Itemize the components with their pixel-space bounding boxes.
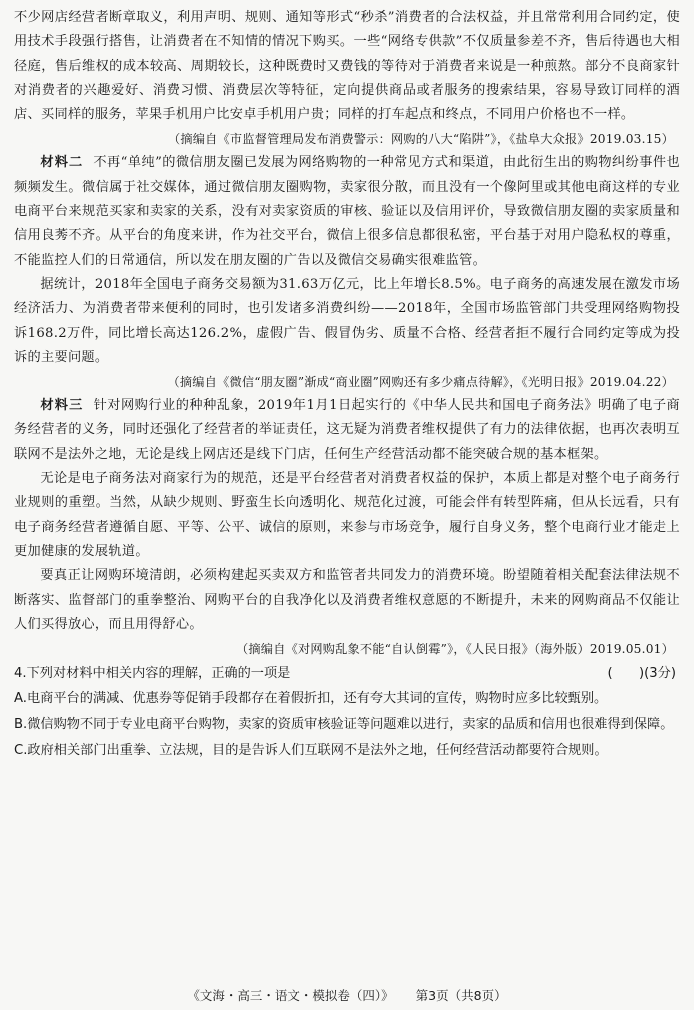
material-three-text-1: 针对网购行业的种种乱象，2019年1月1日起实行的《中华人民共和国电子商务法》明确了电子商务经营者的义务，同时还强化了经营者的举证责任，这无疑为消费者维权提供了有力的法律依据，也再次表明互联网不是法外之地，无论是线上网店还是线下门店，任何生产经营活动都不能突破合规的基本框架。 — [14, 398, 680, 462]
question-4-stem-row — [14, 661, 680, 686]
question-4-score: ( )(3分) — [607, 666, 676, 682]
source-citation-1: （摘编自《市监督管理局发布消费警示：网购的八大“陷阱”》，《盐阜大众报》2019.03.15） — [167, 132, 674, 147]
material-one-paragraph: 不少网店经营者断章取义，利用声明、规则、通知等形式“秒杀”消费者的合法权益，并且常常利用合同约定，使用技术手段强行搭售，让消费者在不知情的情况下购买。一些“网络专供款”不仅质量参差不齐，售后待遇也大相径庭，售后维权的成本较高、周期较长，这种既费时又费钱的等待对于消费者来说是一种煎熬。部分不良商家针对消费者的兴趣爱好、消费习惯、消费层次等特征，定向提供商品或者服务的搜索结果，容易导致订同样的酒店、买同样的服务，苹果手机用户比安卓手机用户贵；同样的打车起点和终点，不同用户价格也不一样。 — [14, 10, 680, 123]
footer-page-number: 第3页（共8页） — [415, 988, 507, 1003]
question-4-option-b: B.微信购物不同于专业电商平台购物，卖家的资质审核验证等问题难以进行，卖家的品质和信用也很难得到保障。 — [14, 717, 674, 733]
page-footer — [0, 986, 694, 1004]
question-4-option-a: A.电商平台的满减、优惠券等促销手段都存在着假折扣，还有夸大其词的宣传，购物时应多比较甄别。 — [14, 691, 608, 707]
source-citation-3: （摘编自《对网购乱象不能“自认倒霉”》，《人民日报》（海外版）2019.05.01） — [236, 642, 674, 657]
source-citation-2: （摘编自《微信“朋友圈”渐成“商业圈”网购还有多少痛点待解》，《光明日报》2019.04.22） — [167, 375, 674, 390]
footer-book-title: 《文海・高三・语文・模拟卷（四）》 — [187, 988, 394, 1003]
question-4-option-c: C.政府相关部门出重拳、立法规，目的是告诉人们互联网不是法外之地，任何经营活动都要符合规则。 — [14, 743, 608, 759]
material-two-paragraph-2: 据统计，2018年全国电子商务交易额为31.63万亿元，比上年增长8.5%。电子商务的高速发展在激发市场经济活力、为消费者带来便利的同时，也引发诸多消费纠纷——2018年，全国市场监管部门共受理网络购物投诉168.2万件，同比增长高达126.2%，虚假广告、假冒伪劣、质量不合格、经营者拒不履行合同约定等成为投诉的主要问题。 — [14, 276, 680, 365]
material-three-paragraph-3: 要真正让网购环境清朗，必须构建起买卖双方和监管者共同发力的消费环境。盼望随着相关配套法律法规不断落实、监督部门的重拳整治、网购平台的自我净化以及消费者维权意愿的不断提升，未来的网购商品不仅能让人们买得放心，而且用得舒心。 — [14, 568, 680, 632]
material-two-paragraph-1 — [14, 151, 680, 272]
question-4-stem: 4.下列对材料中相关内容的理解，正确的一项是 — [14, 666, 291, 682]
material-three-paragraph-2: 无论是电子商务法对商家行为的规范，还是平台经营者对消费者权益的保护，本质上都是对整个电子商务行业规则的重塑。当然，从缺少规则、野蛮生长向透明化、规范化过渡，可能会伴有转型阵痛，但从长远看，只有电子商务经营者遵循自愿、平等、公平、诚信的原则，来参与市场竞争，履行自身义务，整个电商行业才能走上更加健康的发展轨道。 — [14, 471, 680, 559]
material-three-paragraph-1 — [14, 394, 680, 467]
material-three-label: 材料三 — [40, 398, 84, 414]
material-two-label: 材料二 — [40, 155, 84, 171]
material-two-text-1: 不再“单纯”的微信朋友圈已发展为网络购物的一种常见方式和渠道，由此衍生出的购物纠纷事件也频频发生。微信属于社交媒体，通过微信朋友圈购物，卖家很分散，而且没有一个像阿里或其他电商这样的专业电商平台来规范买家和卖家的关系，没有对卖家资质的审核、验证以及信用评价，导致微信朋友圈的卖家质量和信用良莠不齐。从平台的角度来讲，作为社交平台，微信上很多信息都很私密，平台基于对用户隐私权的尊重，不能监控人们的日常通信，所以发在朋友圈的广告以及微信交易确实很难监管。 — [14, 155, 681, 268]
